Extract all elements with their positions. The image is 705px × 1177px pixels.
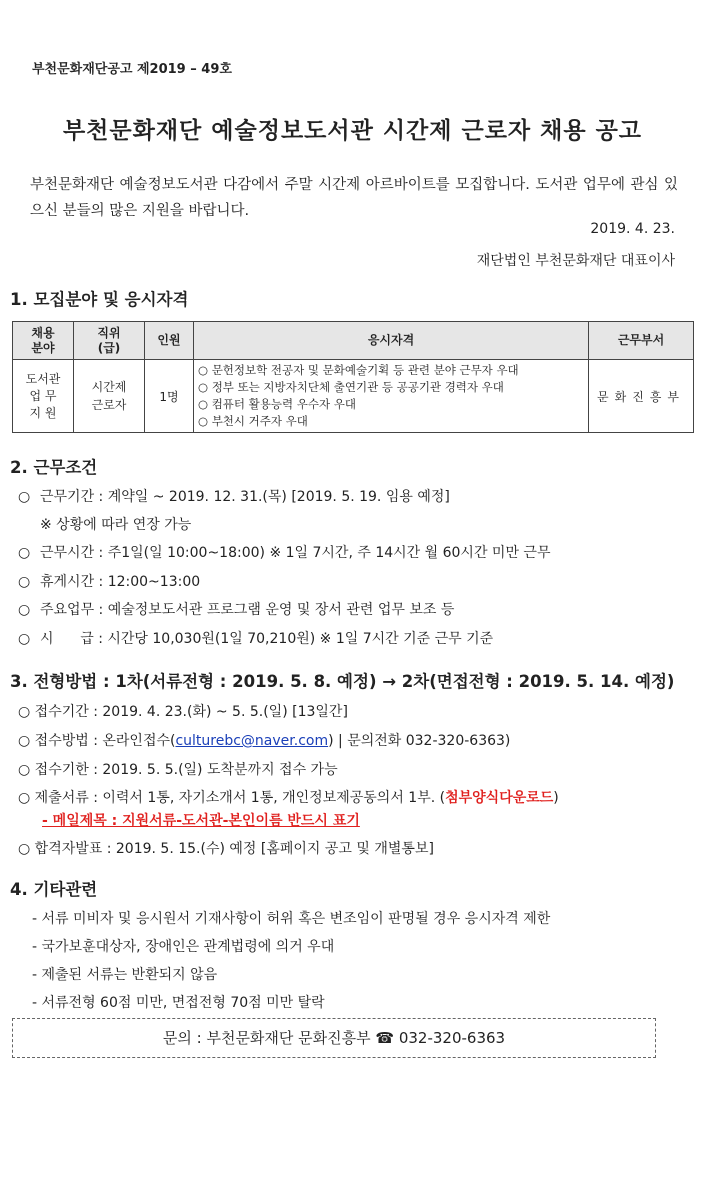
page-title: 부천문화재단 예술정보도서관 시간제 근로자 채용 공고 — [62, 118, 643, 144]
table-header-cell: 응시자격 — [194, 322, 589, 360]
section-4-heading: 4. 기타관련 — [10, 880, 98, 899]
attachment-download-link[interactable]: 첨부양식다운로드 — [445, 790, 554, 806]
table-header-row — [13, 322, 694, 360]
list-item: ○ 근무기간 : 계약일 ~ 2019. 12. 31.(목) [2019. 5. 19. 임용 예정] — [18, 489, 450, 505]
list-item: ○ 접수기한 : 2019. 5. 5.(일) 도착분까지 접수 가능 — [18, 762, 338, 778]
table-header-cell: 채용 분야 — [13, 322, 74, 360]
list-item: - 제출된 서류는 반환되지 않음 — [32, 967, 218, 983]
list-item: ○ 휴게시간 : 12:00~13:00 — [18, 574, 201, 590]
notice-signer: 재단법인 부천문화재단 대표이사 — [476, 253, 675, 269]
intro-paragraph: 부천문화재단 예술정보도서관 다감에서 주말 시간제 아르바이트를 모집합니다. 도서관 업무에 관심 있으신 분들의 많은 지원을 바랍니다. — [30, 177, 678, 219]
table-header-cell: 직위 (급) — [74, 322, 145, 360]
list-item: ○ 근무시간 : 주1일(일 10:00~18:00) ※ 1일 7시간, 주 14시간 월 60시간 미만 근무 — [18, 545, 551, 561]
list-item: - 서류 미비자 및 응시원서 기재사항이 허위 혹은 변조임이 판명될 경우 응시자격 제한 — [32, 911, 551, 927]
list-item: ○ 접수기간 : 2019. 4. 23.(화) ~ 5. 5.(일) [13일간] — [18, 704, 348, 720]
recruitment-table — [12, 321, 694, 433]
section-2-heading: 2. 근무조건 — [10, 458, 98, 477]
qualification-item: ○ 부천시 거주자 우대 — [198, 414, 308, 428]
list-item: - 국가보훈대상자, 장애인은 관계법령에 의거 우대 — [32, 939, 335, 955]
list-item: ○ 접수방법 : 온라인접수(culturebc@naver.com) | 문의전화 032-320-6363) — [18, 733, 511, 749]
table-header-cell: 근무부서 — [589, 322, 694, 360]
department-cell: 문화진흥부 — [589, 360, 694, 433]
mail-subject-note: - 메일제목 : 지원서류-도서관-본인이름 반드시 표기 — [42, 813, 360, 829]
field-cell: 도서관 업 무 지 원 — [13, 360, 74, 433]
notice-date: 2019. 4. 23. — [590, 221, 675, 237]
email-link[interactable]: culturebc@naver.com — [175, 733, 329, 749]
position-cell: 시간제 근로자 — [74, 360, 145, 433]
qualification-item: ○ 정부 또는 지방자치단체 출연기관 등 공공기관 경력자 우대 — [198, 380, 504, 394]
list-item: ○ 시 급 : 시간당 10,030원(1일 70,210원) ※ 1일 7시간 기준 근무 기준 — [18, 631, 494, 647]
list-item: ※ 상황에 따라 연장 가능 — [40, 517, 192, 533]
contact-box — [12, 1018, 656, 1058]
list-item: ○ 합격자발표 : 2019. 5. 15.(수) 예정 [홈페이지 공고 및 개별통보] — [18, 841, 434, 857]
section-1-heading: 1. 모집분야 및 응시자격 — [10, 290, 189, 309]
list-item: ○ 제출서류 : 이력서 1통, 자기소개서 1통, 개인정보제공동의서 1부. (첨부양식다운로드) — [18, 790, 559, 806]
section-3-heading: 3. 전형방법 : 1차(서류전형 : 2019. 5. 8. 예정) → 2차(면접전형 : 2019. 5. 14. 예정) — [10, 672, 675, 691]
table-header-cell: 인원 — [145, 322, 194, 360]
table-row — [13, 360, 694, 433]
count-cell: 1명 — [145, 360, 194, 433]
qualification-item: ○ 문헌정보학 전공자 및 문화예술기획 등 관련 분야 근무자 우대 — [198, 363, 519, 377]
notice-number: 부천문화재단공고 제2019 – 49호 — [32, 62, 232, 77]
list-item: ○ 주요업무 : 예술정보도서관 프로그램 운영 및 장서 관련 업무 보조 등 — [18, 602, 455, 618]
qualification-cell — [194, 360, 589, 433]
qualification-item: ○ 컴퓨터 활용능력 우수자 우대 — [198, 397, 356, 411]
contact-text: 문의 : 부천문화재단 문화진흥부 ☎ 032-320-6363 — [162, 1029, 506, 1047]
list-item: - 서류전형 60점 미만, 면접전형 70점 미만 탈락 — [32, 995, 325, 1011]
